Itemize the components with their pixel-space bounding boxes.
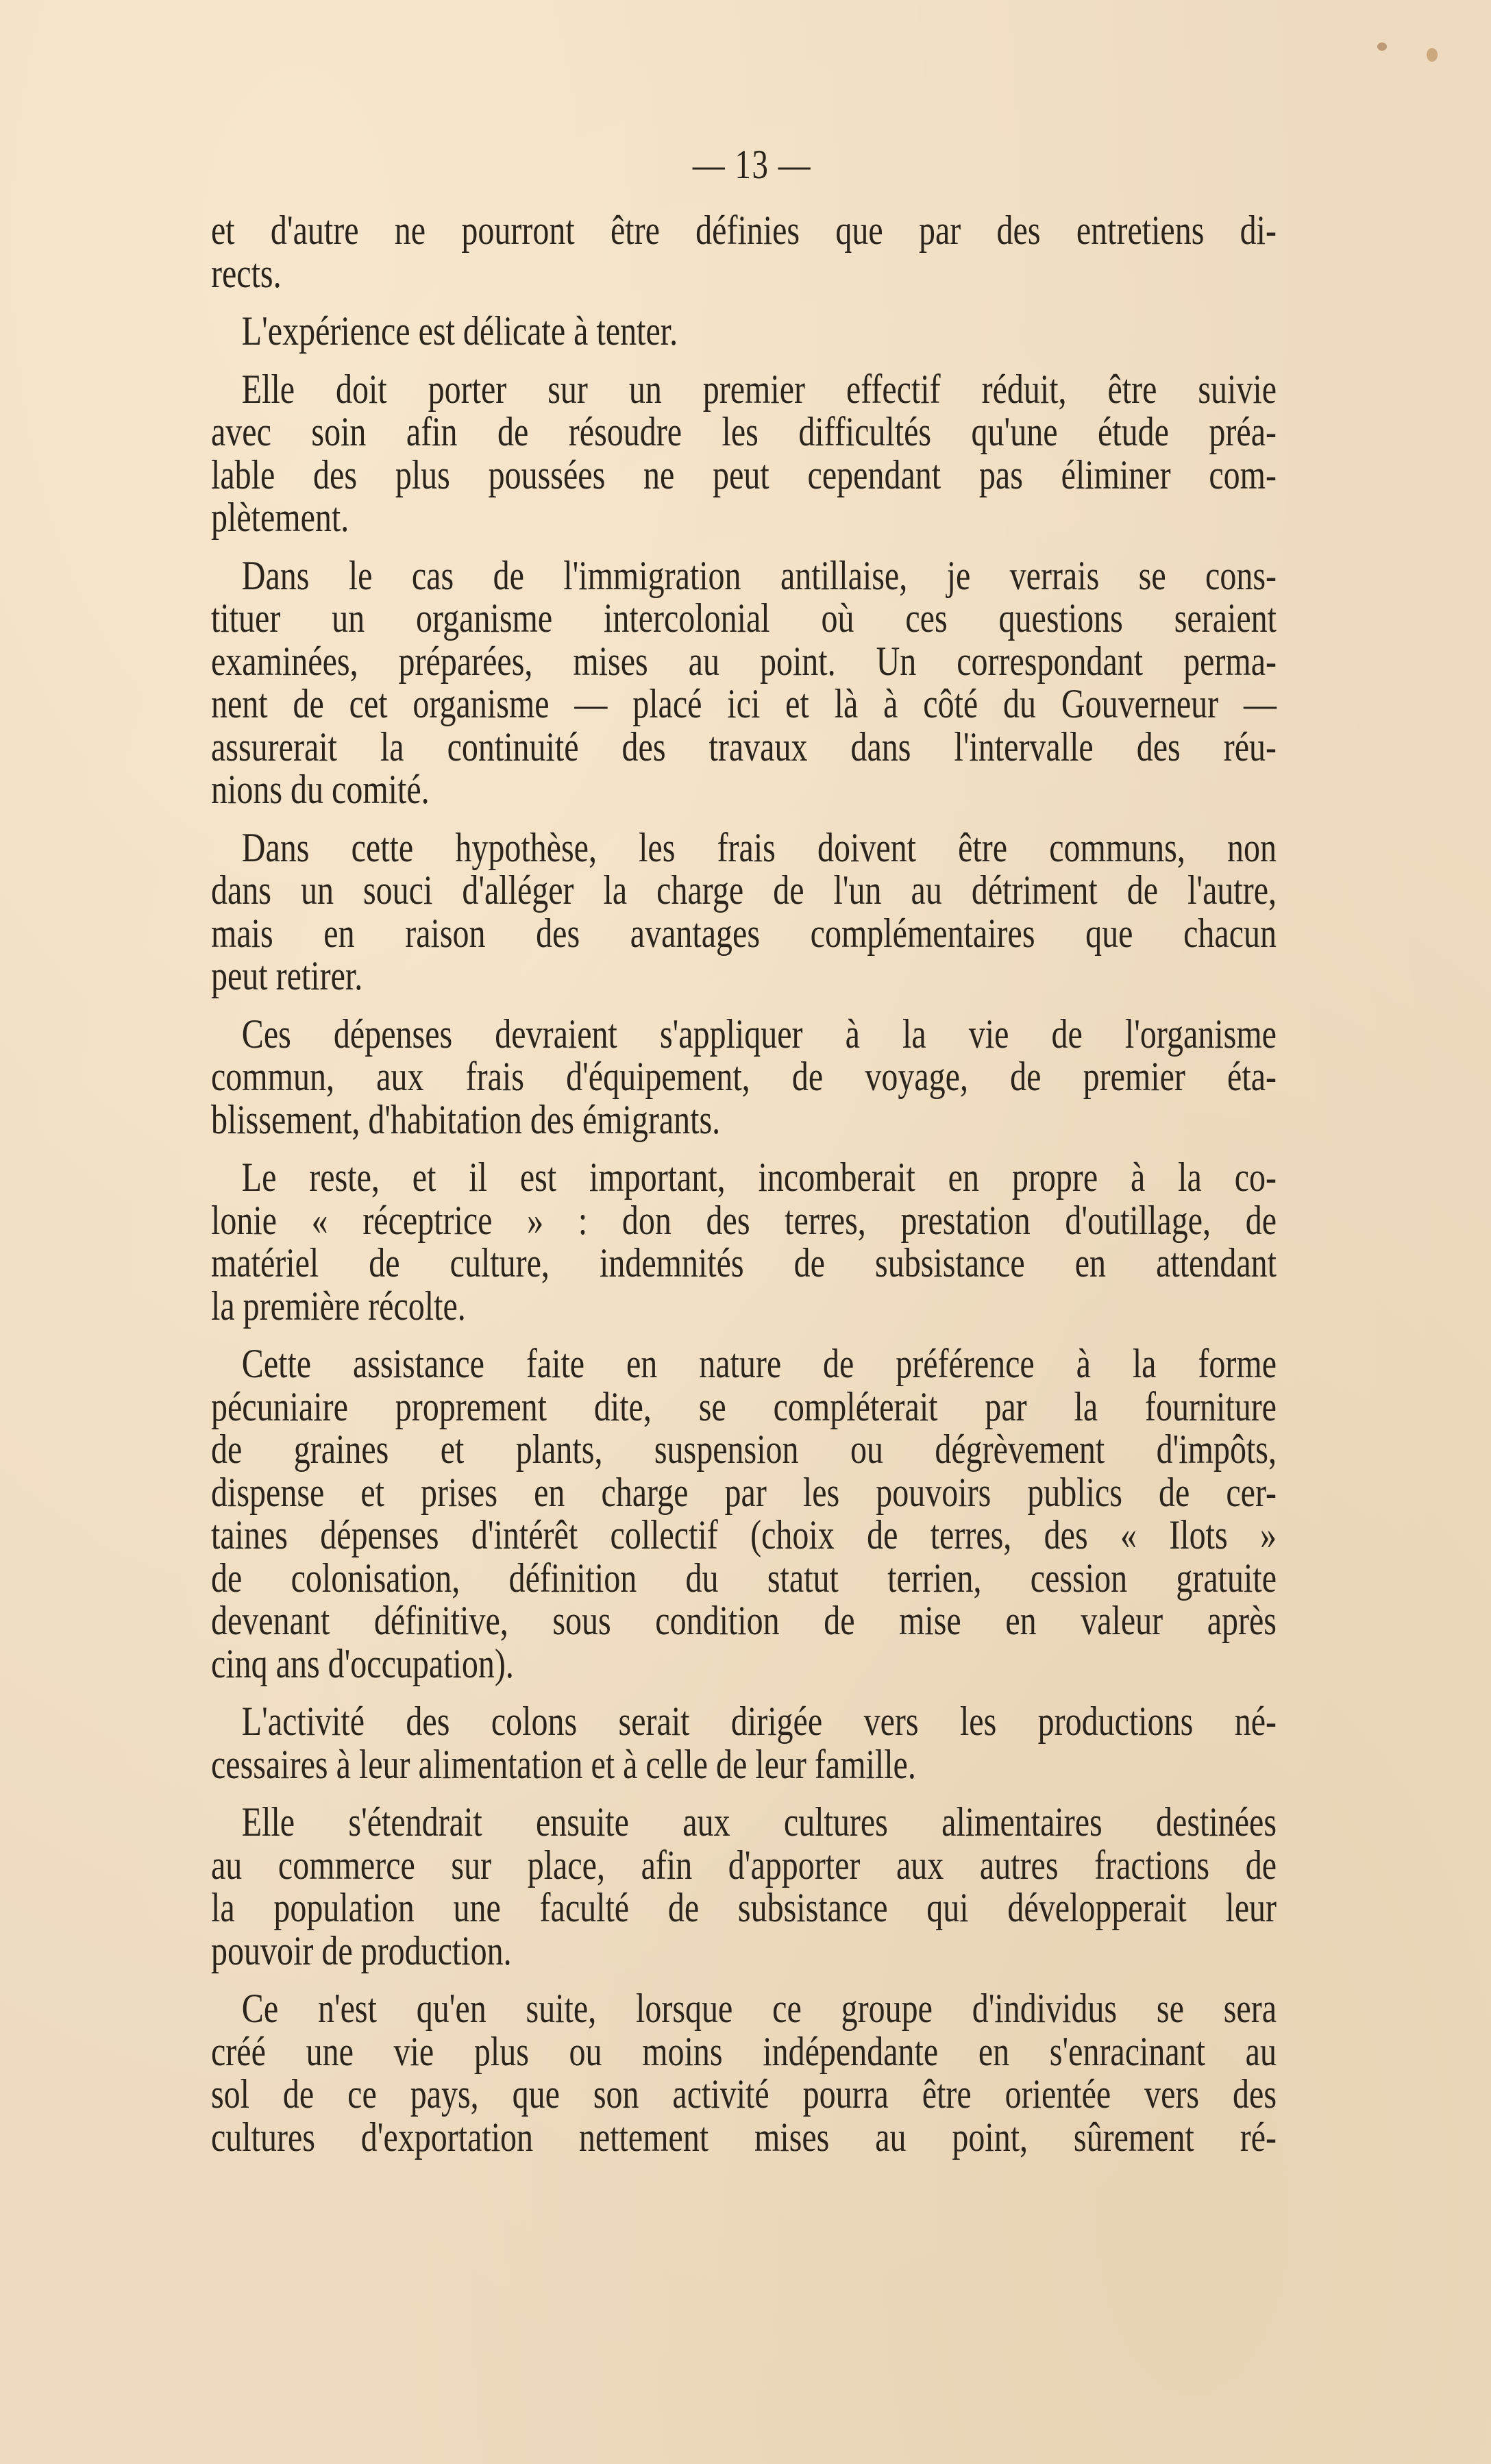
text-line: Elle doit porter sur un premier effectif réduit, être suivie bbox=[241, 366, 1277, 412]
text-line: créé une vie plus ou moins indépendante en s'enracinant au bbox=[211, 2028, 1277, 2074]
paragraph bbox=[211, 1342, 1277, 1685]
text-line: Ces dépenses devraient s'appliquer à la vie de l'organisme bbox=[241, 1011, 1277, 1057]
text-line: de graines et plants, suspension ou dégrèvement d'impôts, bbox=[211, 1427, 1277, 1472]
text-line: cinq ans d'occupation). bbox=[211, 1640, 514, 1686]
text-line: L'activité des colons serait dirigée vers les productions né- bbox=[241, 1699, 1277, 1744]
paragraph bbox=[211, 209, 1277, 295]
text-line: L'expérience est délicate à tenter. bbox=[241, 308, 678, 354]
text-line: la population une faculté de subsistance qui développerait leur bbox=[211, 1885, 1277, 1930]
text-line: rects. bbox=[211, 250, 282, 296]
text-line: la première récolte. bbox=[211, 1283, 466, 1329]
text-line: commun, aux frais d'équipement, de voyage, de premier éta- bbox=[211, 1054, 1277, 1099]
text-line: blissement, d'habitation des émigrants. bbox=[211, 1096, 721, 1142]
text-line: nent de cet organisme — placé ici et là à côté du Gouverneur — bbox=[211, 681, 1277, 726]
paragraph bbox=[211, 310, 1277, 353]
text-line: Dans cette hypothèse, les frais doivent être communs, non bbox=[241, 824, 1277, 870]
body-text bbox=[211, 209, 1277, 2158]
paper-stain bbox=[1377, 42, 1387, 51]
text-line: Cette assistance faite en nature de préférence à la forme bbox=[241, 1341, 1277, 1386]
paragraph bbox=[211, 554, 1277, 811]
text-line: assurerait la continuité des travaux dans l'intervalle des réu- bbox=[211, 724, 1277, 769]
text-line: Ce n'est qu'en suite, lorsque ce groupe d'individus se sera bbox=[241, 1986, 1277, 2031]
text-line: lonie « réceptrice » : don des terres, prestation d'outillage, de bbox=[211, 1197, 1277, 1243]
text-line: au commerce sur place, afin d'apporter aux autres fractions de bbox=[211, 1842, 1277, 1888]
text-line: mais en raison des avantages complémentaires que chacun bbox=[211, 910, 1277, 956]
text-line: peut retirer. bbox=[211, 953, 363, 998]
text-line: dispense et prises en charge par les pouvoirs publics de cer- bbox=[211, 1469, 1277, 1515]
text-line: dans un souci d'alléger la charge de l'un au détriment de l'autre, bbox=[211, 867, 1277, 913]
paragraph bbox=[211, 1013, 1277, 1142]
paragraph bbox=[211, 1987, 1277, 2158]
text-line: et d'autre ne pourront être définies que par des entretiens di- bbox=[211, 208, 1277, 253]
text-line: Elle s'étendrait ensuite aux cultures alimentaires destinées bbox=[241, 1799, 1277, 1845]
text-line: pouvoir de production. bbox=[211, 1927, 512, 1973]
text-line: examinées, préparées, mises au point. Un correspondant perma- bbox=[211, 638, 1277, 684]
text-line: plètement. bbox=[211, 495, 349, 540]
text-line: devenant définitive, sous condition de mise en valeur après bbox=[211, 1598, 1277, 1643]
text-line: cessaires à leur alimentation et à celle de leur famille. bbox=[211, 1741, 916, 1787]
text-line: nions du comité. bbox=[211, 767, 430, 812]
paragraph bbox=[211, 1156, 1277, 1327]
text-line: matériel de culture, indemnités de subsistance en attendant bbox=[211, 1240, 1277, 1285]
text-line: taines dépenses d'intérêt collectif (choix de terres, des « Ilots » bbox=[211, 1512, 1277, 1557]
text-line: sol de ce pays, que son activité pourra être orientée vers des bbox=[211, 2071, 1277, 2117]
text-line: Dans le cas de l'immigration antillaise, je verrais se cons- bbox=[241, 552, 1277, 598]
text-line: cultures d'exportation nettement mises au point, sûrement ré- bbox=[211, 2114, 1277, 2160]
paragraph bbox=[211, 368, 1277, 539]
paper-stain bbox=[1427, 48, 1438, 62]
paragraph bbox=[211, 1700, 1277, 1786]
paragraph bbox=[211, 1801, 1277, 1972]
text-line: tituer un organisme intercolonial où ces questions seraient bbox=[211, 595, 1277, 641]
text-line: pécuniaire proprement dite, se compléterait par la fourniture bbox=[211, 1383, 1277, 1429]
text-line: de colonisation, définition du statut terrien, cession gratuite bbox=[211, 1555, 1277, 1601]
page-number: — 13 — bbox=[692, 142, 812, 187]
text-line: lable des plus poussées ne peut cependant pas éliminer com- bbox=[211, 452, 1277, 497]
paragraph bbox=[211, 826, 1277, 998]
document-page bbox=[211, 140, 1277, 2173]
text-line: Le reste, et il est important, incomberait en propre à la co- bbox=[241, 1155, 1277, 1200]
text-line: avec soin afin de résoudre les difficultés qu'une étude préa- bbox=[211, 409, 1277, 454]
